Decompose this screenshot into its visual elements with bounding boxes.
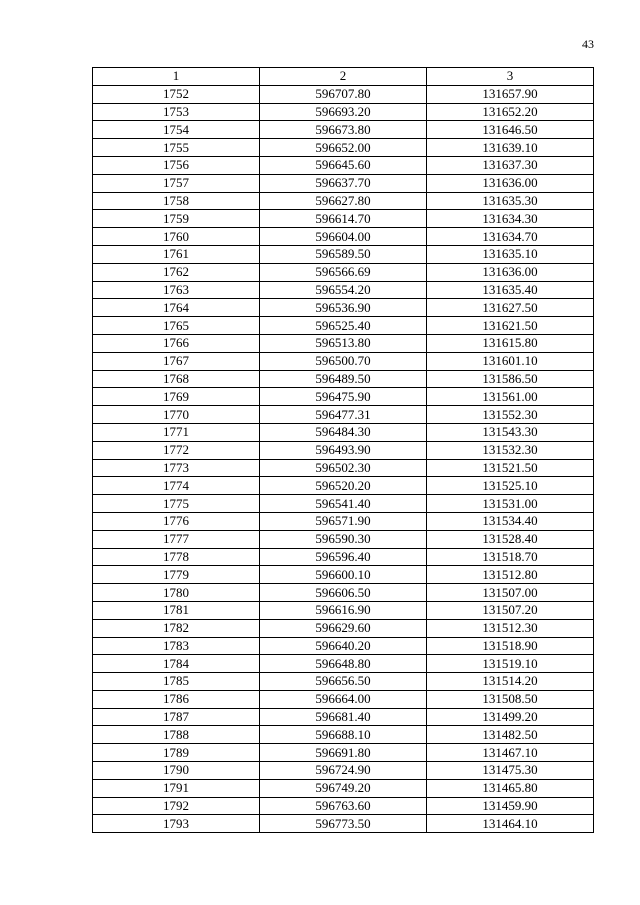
table-cell: 1757 (93, 174, 260, 192)
table-cell: 131518.90 (427, 637, 594, 655)
table-row (93, 228, 594, 246)
table-cell: 596637.70 (260, 174, 427, 192)
table-cell: 131531.00 (427, 495, 594, 513)
table-cell: 131519.10 (427, 655, 594, 673)
table-cell: 1768 (93, 370, 260, 388)
table-cell: 1774 (93, 477, 260, 495)
table-row (93, 317, 594, 335)
table-cell: 131634.70 (427, 228, 594, 246)
table-cell: 596484.30 (260, 423, 427, 441)
table-cell: 1761 (93, 245, 260, 263)
table-cell: 1755 (93, 139, 260, 157)
table-cell: 596681.40 (260, 708, 427, 726)
table-cell: 1758 (93, 192, 260, 210)
table-cell: 131507.20 (427, 601, 594, 619)
table-cell: 1792 (93, 797, 260, 815)
table-body (93, 85, 594, 832)
table-cell: 596640.20 (260, 637, 427, 655)
table-cell: 131635.30 (427, 192, 594, 210)
table-cell: 131615.80 (427, 334, 594, 352)
table-cell: 131534.40 (427, 512, 594, 530)
table-cell: 131467.10 (427, 744, 594, 762)
table-cell: 131639.10 (427, 139, 594, 157)
table-cell: 1772 (93, 441, 260, 459)
table-cell: 596627.80 (260, 192, 427, 210)
table-cell: 131499.20 (427, 708, 594, 726)
table-cell: 131636.00 (427, 174, 594, 192)
table-cell: 596520.20 (260, 477, 427, 495)
table-row (93, 619, 594, 637)
table-header (93, 68, 594, 86)
table-cell: 131512.80 (427, 566, 594, 584)
table-cell: 596600.10 (260, 566, 427, 584)
table-cell: 131635.10 (427, 245, 594, 263)
table-cell: 596763.60 (260, 797, 427, 815)
table-cell: 131521.50 (427, 459, 594, 477)
table-cell: 1765 (93, 317, 260, 335)
table-cell: 131507.00 (427, 584, 594, 602)
table-row (93, 245, 594, 263)
table-cell: 1771 (93, 423, 260, 441)
table-cell: 1787 (93, 708, 260, 726)
table-row (93, 708, 594, 726)
table-cell: 1760 (93, 228, 260, 246)
table-cell: 1777 (93, 530, 260, 548)
table-cell: 596614.70 (260, 210, 427, 228)
table-row (93, 673, 594, 691)
table-cell: 596688.10 (260, 726, 427, 744)
table-cell: 131627.50 (427, 299, 594, 317)
table-cell: 596525.40 (260, 317, 427, 335)
table-cell: 1775 (93, 495, 260, 513)
table-cell: 131657.90 (427, 85, 594, 103)
table-cell: 596606.50 (260, 584, 427, 602)
table-cell: 1763 (93, 281, 260, 299)
table-cell: 131561.00 (427, 388, 594, 406)
table-cell: 131518.70 (427, 548, 594, 566)
table-row (93, 121, 594, 139)
table-cell: 1785 (93, 673, 260, 691)
table-row (93, 690, 594, 708)
table-cell: 596589.50 (260, 245, 427, 263)
table-cell: 596629.60 (260, 619, 427, 637)
table-cell: 596664.00 (260, 690, 427, 708)
table-cell: 596536.90 (260, 299, 427, 317)
table-cell: 596693.20 (260, 103, 427, 121)
table-row (93, 459, 594, 477)
table-cell: 596707.80 (260, 85, 427, 103)
table-cell: 1752 (93, 85, 260, 103)
table-cell: 596673.80 (260, 121, 427, 139)
table-cell: 131634.30 (427, 210, 594, 228)
table-row (93, 655, 594, 673)
column-header: 1 (93, 68, 260, 86)
table-cell: 131635.40 (427, 281, 594, 299)
table-row (93, 388, 594, 406)
table-row (93, 495, 594, 513)
table-cell: 596645.60 (260, 156, 427, 174)
table-row (93, 779, 594, 797)
table-row (93, 103, 594, 121)
table-row (93, 637, 594, 655)
table-row (93, 192, 594, 210)
table-cell: 1780 (93, 584, 260, 602)
table-row (93, 85, 594, 103)
table-cell: 1788 (93, 726, 260, 744)
table-cell: 596590.30 (260, 530, 427, 548)
table-row (93, 512, 594, 530)
table-cell: 1789 (93, 744, 260, 762)
table-cell: 596477.31 (260, 406, 427, 424)
table-cell: 131552.30 (427, 406, 594, 424)
table-row (93, 530, 594, 548)
table-cell: 596656.50 (260, 673, 427, 691)
table-cell: 1770 (93, 406, 260, 424)
table-row (93, 156, 594, 174)
table-cell: 131528.40 (427, 530, 594, 548)
table-row (93, 174, 594, 192)
table-row (93, 299, 594, 317)
table-cell: 131465.80 (427, 779, 594, 797)
table-row (93, 406, 594, 424)
table-cell: 596554.20 (260, 281, 427, 299)
table-row (93, 815, 594, 833)
table-row (93, 726, 594, 744)
table-cell: 596691.80 (260, 744, 427, 762)
table-cell: 596493.90 (260, 441, 427, 459)
table-cell: 131636.00 (427, 263, 594, 281)
table-row (93, 334, 594, 352)
table-cell: 1783 (93, 637, 260, 655)
table-cell: 1766 (93, 334, 260, 352)
table-cell: 131508.50 (427, 690, 594, 708)
table-row (93, 441, 594, 459)
table-cell: 131652.20 (427, 103, 594, 121)
table-cell: 596604.00 (260, 228, 427, 246)
table-row (93, 370, 594, 388)
column-header: 3 (427, 68, 594, 86)
table-cell: 131475.30 (427, 762, 594, 780)
table-row (93, 601, 594, 619)
table-cell: 131621.50 (427, 317, 594, 335)
table-cell: 1759 (93, 210, 260, 228)
table-cell: 1781 (93, 601, 260, 619)
table-cell: 131514.20 (427, 673, 594, 691)
table-cell: 1790 (93, 762, 260, 780)
table-cell: 596652.00 (260, 139, 427, 157)
table-cell: 596500.70 (260, 352, 427, 370)
table-row (93, 281, 594, 299)
table-cell: 596513.80 (260, 334, 427, 352)
table-cell: 1754 (93, 121, 260, 139)
table-row (93, 797, 594, 815)
table-cell: 1791 (93, 779, 260, 797)
table-row (93, 210, 594, 228)
table-header-row (93, 68, 594, 86)
table-row (93, 566, 594, 584)
table-cell: 596724.90 (260, 762, 427, 780)
table-cell: 1767 (93, 352, 260, 370)
table-cell: 131525.10 (427, 477, 594, 495)
table-cell: 596596.40 (260, 548, 427, 566)
table-cell: 596616.90 (260, 601, 427, 619)
table-cell: 131637.30 (427, 156, 594, 174)
table-cell: 596502.30 (260, 459, 427, 477)
table-cell: 596566.69 (260, 263, 427, 281)
table-cell: 1778 (93, 548, 260, 566)
table-cell: 596475.90 (260, 388, 427, 406)
table-cell: 596571.90 (260, 512, 427, 530)
table-row (93, 139, 594, 157)
table-cell: 131586.50 (427, 370, 594, 388)
table-cell: 596648.80 (260, 655, 427, 673)
table-cell: 1784 (93, 655, 260, 673)
table-row (93, 762, 594, 780)
table-cell: 1776 (93, 512, 260, 530)
table-cell: 131459.90 (427, 797, 594, 815)
table-cell: 1773 (93, 459, 260, 477)
table-cell: 1786 (93, 690, 260, 708)
table-row (93, 477, 594, 495)
table-cell: 131601.10 (427, 352, 594, 370)
table-cell: 1782 (93, 619, 260, 637)
table-cell: 1753 (93, 103, 260, 121)
table-cell: 1762 (93, 263, 260, 281)
table-cell: 1779 (93, 566, 260, 584)
table-cell: 131543.30 (427, 423, 594, 441)
table-cell: 1756 (93, 156, 260, 174)
table-row (93, 744, 594, 762)
table-cell: 131512.30 (427, 619, 594, 637)
table-cell: 596541.40 (260, 495, 427, 513)
table-cell: 596489.50 (260, 370, 427, 388)
page-number: 43 (582, 37, 594, 51)
column-header: 2 (260, 68, 427, 86)
table-cell: 131482.50 (427, 726, 594, 744)
table-cell: 596773.50 (260, 815, 427, 833)
table-row (93, 263, 594, 281)
table-cell: 1769 (93, 388, 260, 406)
table-cell: 1764 (93, 299, 260, 317)
table-cell: 131646.50 (427, 121, 594, 139)
table-cell: 596749.20 (260, 779, 427, 797)
table-row (93, 423, 594, 441)
coordinates-table (92, 67, 594, 833)
table-cell: 131464.10 (427, 815, 594, 833)
table-cell: 131532.30 (427, 441, 594, 459)
table-cell: 1793 (93, 815, 260, 833)
table-row (93, 548, 594, 566)
table-row (93, 352, 594, 370)
table-row (93, 584, 594, 602)
